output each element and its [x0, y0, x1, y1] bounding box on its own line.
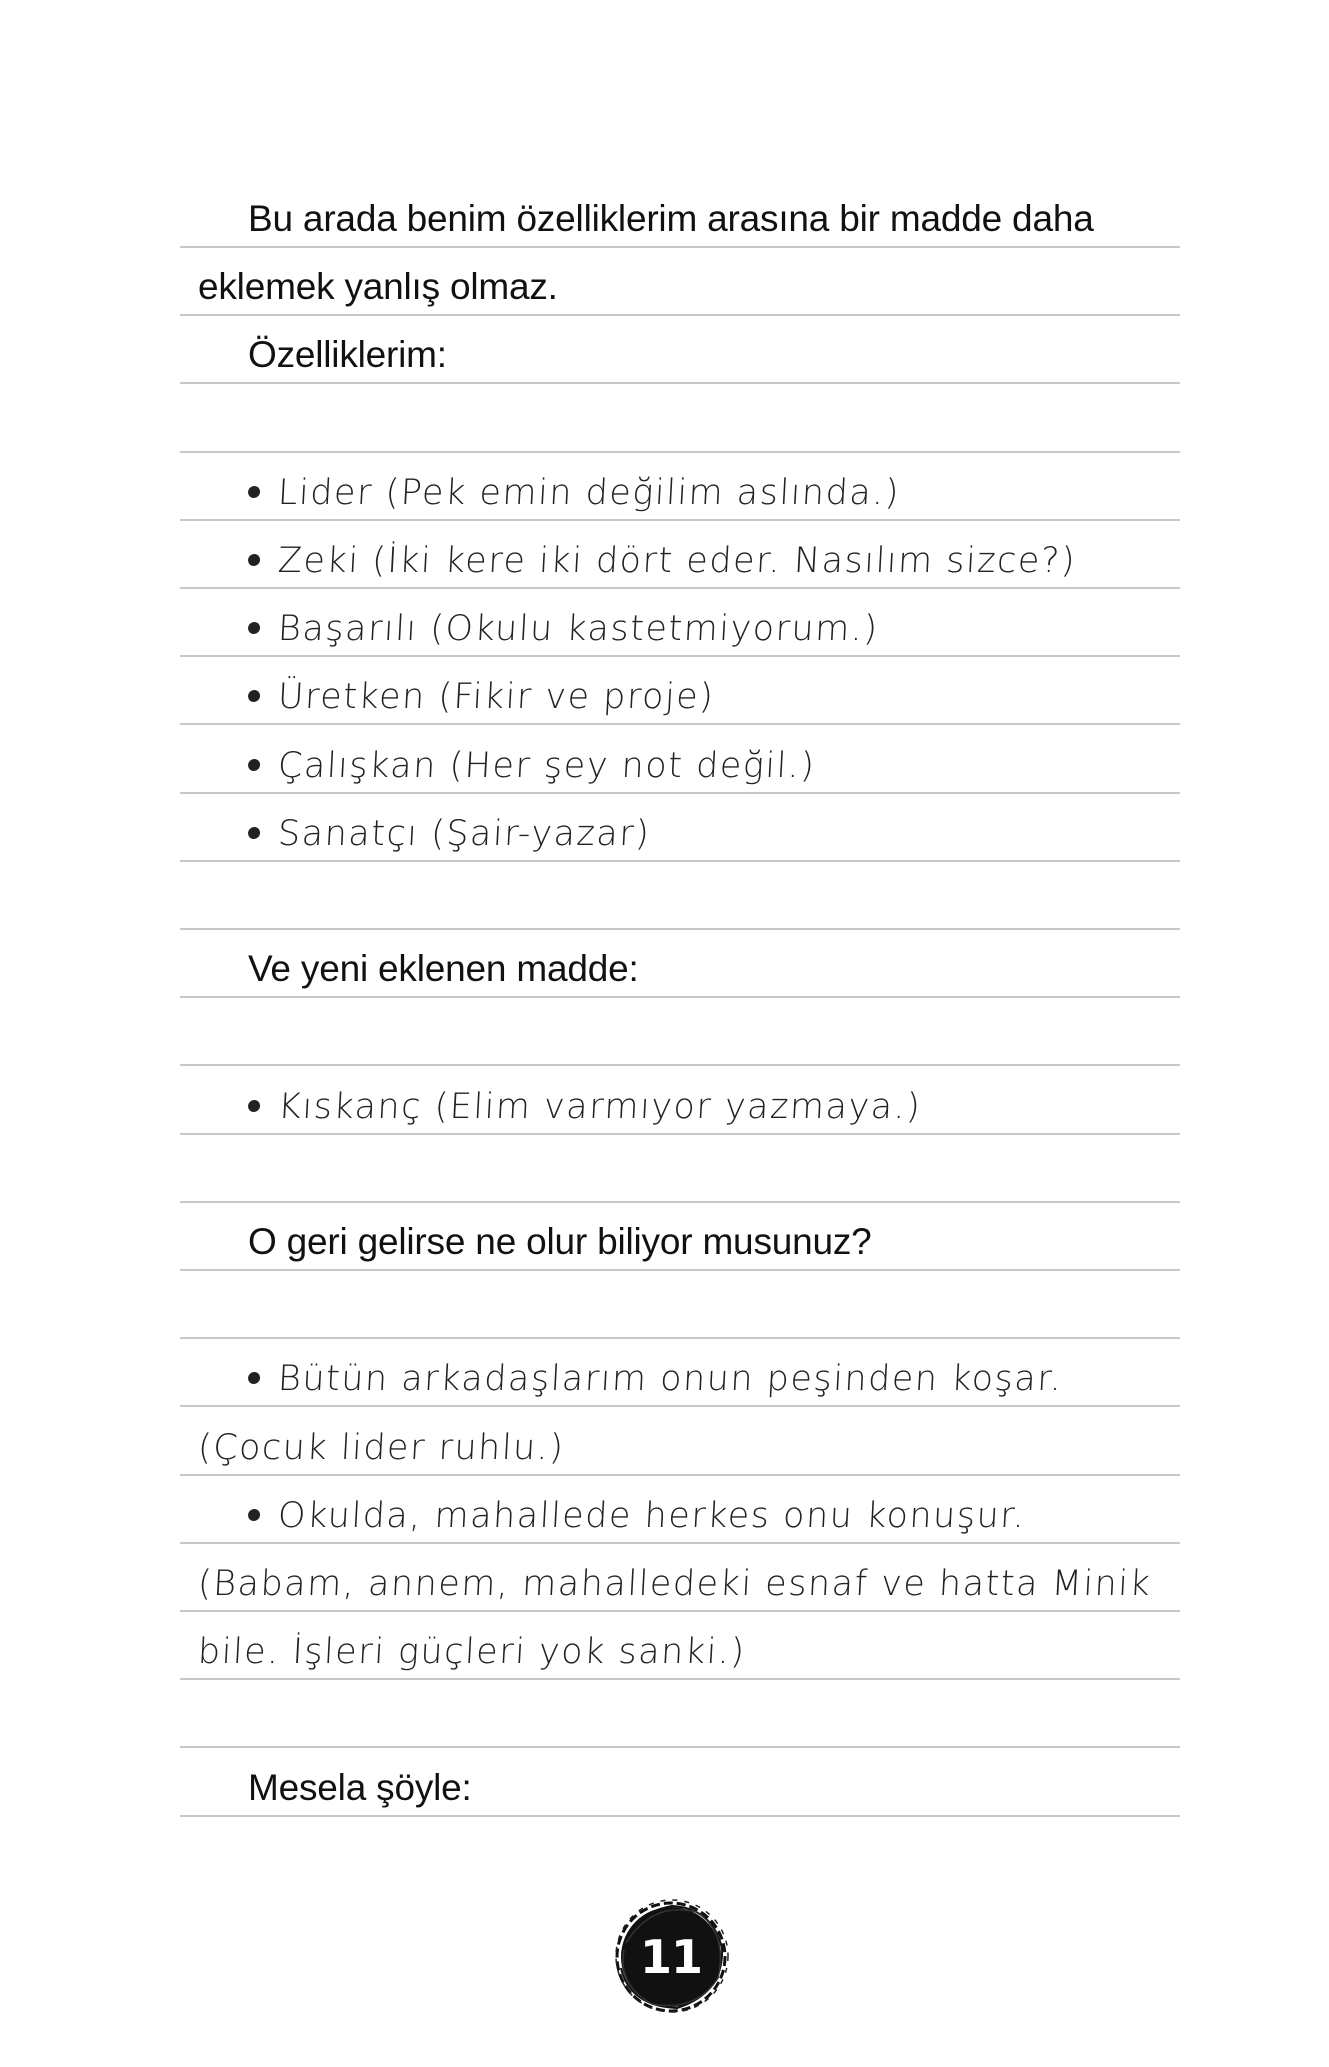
handwritten-text: [247, 677, 715, 717]
line-text: bile. İşleri güçleri yok sanki.): [196, 1632, 747, 1673]
bullet-icon: [248, 554, 261, 566]
text-line: [180, 1065, 1180, 1133]
bullet-icon: [248, 622, 261, 634]
line-text: Bütün arkadaşlarım onun peşinden koşar.: [276, 1359, 1064, 1400]
line-text: Kıskanç (Elim varmıyor yazmaya.): [276, 1086, 923, 1127]
text-line: [180, 246, 1180, 314]
text-line: [180, 587, 1180, 655]
printed-text: [248, 1221, 872, 1263]
line-text: Zeki (İki kere iki dört eder. Nasılım sizce?): [276, 541, 1078, 581]
bullet-icon: [248, 759, 261, 771]
printed-text: [248, 334, 447, 376]
line-text: eklemek yanlış olmaz.: [198, 266, 558, 308]
text-line: [180, 1474, 1180, 1542]
text-line: [180, 451, 1180, 519]
handwritten-text: [247, 473, 901, 513]
bullet-icon: [248, 1372, 261, 1384]
handwritten-text: [247, 541, 1077, 581]
printed-text: [198, 266, 558, 308]
handwritten-text: [247, 1087, 923, 1127]
printed-text: [248, 1767, 472, 1809]
line-text: Mesela şöyle:: [248, 1766, 472, 1808]
printed-text: [248, 948, 639, 990]
page-number-badge: [612, 1898, 730, 2016]
text-line: [180, 792, 1180, 860]
text-line: [180, 655, 1180, 723]
handwritten-text: [197, 1632, 747, 1672]
line-text: Sanatçı (Şair-yazar): [276, 813, 652, 854]
line-text: (Babam, annem, mahalledeki esnaf ve hatta Minik: [196, 1564, 1153, 1604]
line-text: Lider (Pek emin değilim aslında.): [276, 472, 902, 513]
blank-line: [180, 860, 1180, 928]
line-text: O geri gelirse ne olur biliyor musunuz?: [248, 1221, 872, 1262]
blank-line: [180, 1133, 1180, 1201]
handwritten-text: [247, 1359, 1064, 1399]
page-number: 11: [639, 1930, 702, 1984]
text-line: [180, 1610, 1180, 1678]
line-text: Çalışkan (Her şey not değil.): [276, 745, 817, 786]
text-line: [180, 928, 1180, 996]
text-line: [180, 1201, 1180, 1269]
line-text: Okulda, mahallede herkes onu konuşur.: [276, 1495, 1027, 1536]
text-line: [180, 178, 1180, 246]
bullet-icon: [248, 1100, 261, 1112]
line-text: (Çocuk lider ruhlu.): [196, 1427, 566, 1468]
bullet-icon: [248, 486, 261, 498]
line-text: Bu arada benim özelliklerim arasına bir madde daha: [248, 198, 1094, 239]
line-text: Ve yeni eklenen madde:: [248, 948, 639, 990]
handwritten-text: [247, 1496, 1027, 1536]
handwritten-text: [247, 746, 817, 786]
handwritten-text: [247, 609, 880, 649]
text-line: [180, 519, 1180, 587]
handwritten-text: [197, 1564, 1152, 1604]
text-line: [180, 1747, 1180, 1815]
line-text: Özelliklerim:: [248, 334, 447, 376]
bullet-icon: [248, 690, 261, 702]
blank-line: [180, 1269, 1180, 1337]
bullet-icon: [248, 1509, 261, 1521]
text-line: [180, 1337, 1180, 1405]
printed-text: [248, 198, 1094, 240]
text-line: [180, 1406, 1180, 1474]
text-line: [180, 1542, 1180, 1610]
blank-line: [180, 383, 1180, 451]
handwritten-text: [247, 814, 651, 854]
blank-line: [180, 1678, 1180, 1746]
blank-line: [180, 996, 1180, 1064]
text-line: [180, 724, 1180, 792]
text-line: [180, 314, 1180, 382]
handwritten-text: [197, 1428, 566, 1468]
ruled-line: [180, 1815, 1180, 1817]
line-text: Üretken (Fikir ve proje): [276, 677, 716, 718]
bullet-icon: [248, 827, 261, 839]
line-text: Başarılı (Okulu kastetmiyorum.): [276, 609, 880, 650]
